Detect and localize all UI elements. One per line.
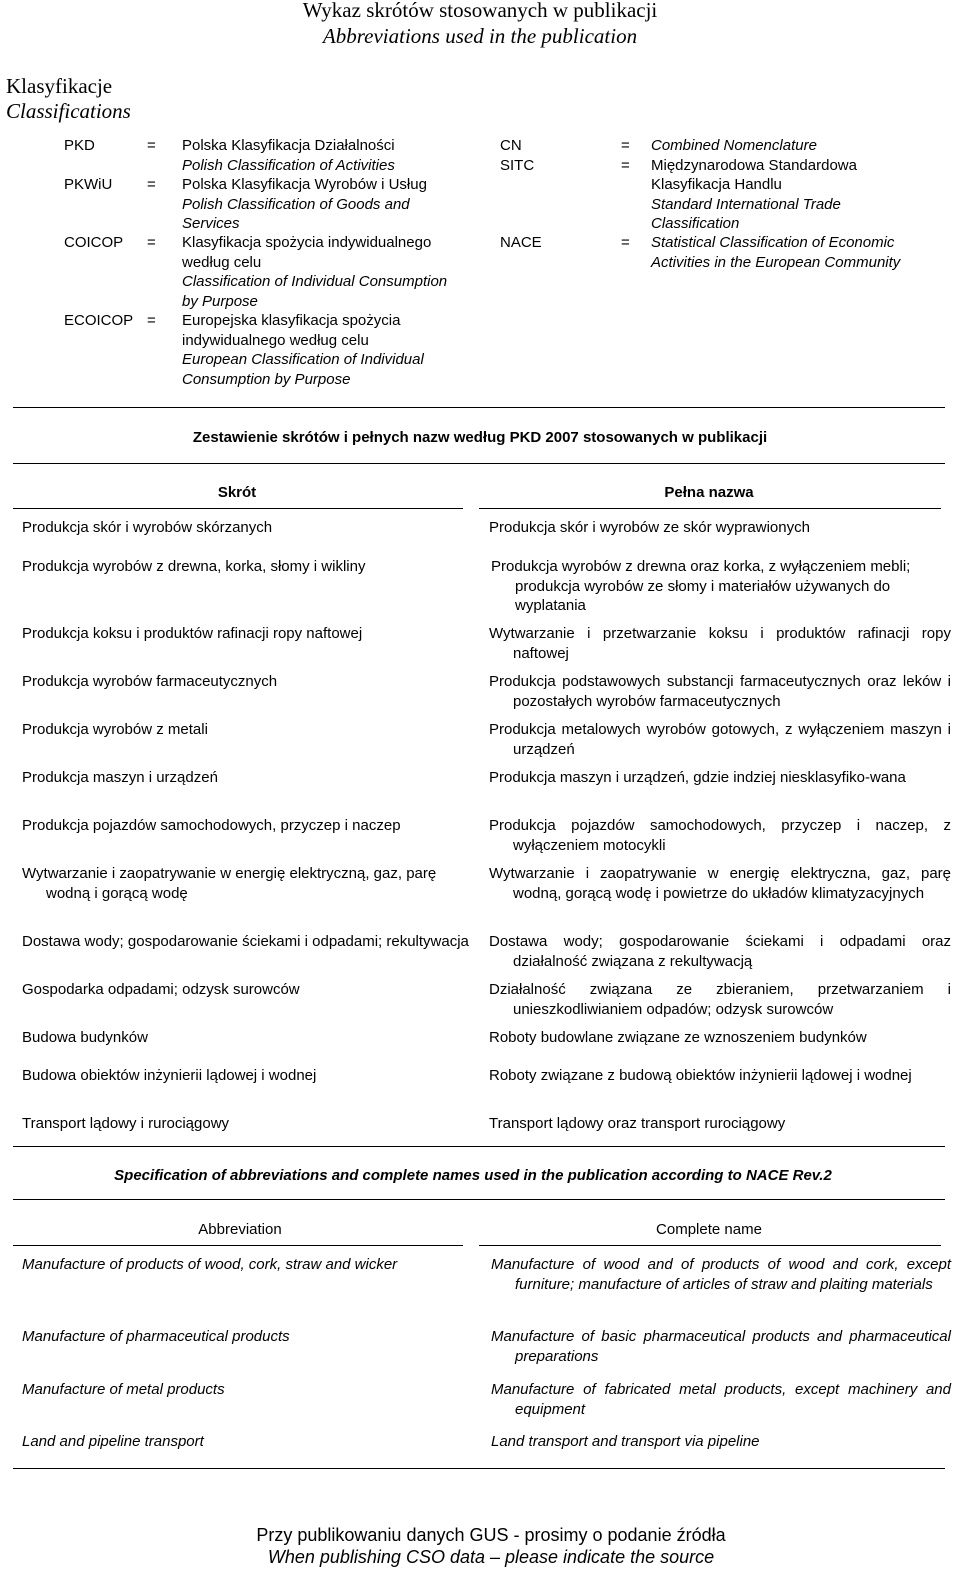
equals-sign: = [147,234,156,251]
ecoicop-name-pl: Europejska klasyfikacja spożycia [182,312,401,329]
nace-row-full: Manufacture of fabricated metal products, except machinery and equipment [491,1381,951,1418]
abbr-cn: CN [500,137,522,154]
pkd-row-full: Produkcja wyrobów z drewna oraz korka, z wyłączeniem mebli; produkcja wyrobów ze słomy i materiałów używanych do wyplatania [491,558,911,614]
abbr-pkwiu: PKWiU [64,176,113,193]
pkd-row-full: Wytwarzanie i przetwarzanie koksu i produktów rafinacji ropy naftowej [489,625,951,662]
pkd-row-full: Produkcja metalowych wyrobów gotowych, z wyłączeniem maszyn i urządzeń [489,721,951,758]
abbr-pkd: PKD [64,137,95,154]
pkd-row-full: Wytwarzanie i zaopatrywanie w energię elektryczna, gaz, parę wodną, gorącą wodę i powietrze do układów klimatyzacyjnych [489,865,951,902]
pkd-row-short: Budowa budynków [22,1029,148,1046]
nace-row-short: Manufacture of metal products [22,1381,225,1398]
nace-row-full: Manufacture of basic pharmaceutical products and pharmaceutical preparations [491,1328,951,1365]
pkd-row-short: Produkcja maszyn i urządzeń [22,769,218,786]
classifications-heading: Klasyfikacje [6,74,113,98]
nace-name-en-cont: Activities in the European Community [651,253,901,271]
pkd-row-short: Produkcja pojazdów samochodowych, przyczep i naczep [22,817,401,834]
divider [13,1146,945,1147]
pkd-row-full: Dostawa wody; gospodarowanie ściekami i odpadami oraz działalność związana z rekultywacją [489,933,951,970]
pkd-row-short: Produkcja wyrobów z drewna, korka, słomy i wikliny [22,558,366,575]
cn-name-en: Combined Nomenclature [651,137,817,154]
pkd-row-short: Wytwarzanie i zaopatrywanie w energię elektryczną, gaz, parę wodną i gorącą wodę [22,865,437,902]
divider [13,1199,945,1200]
classifications-heading-en: Classifications [6,99,131,123]
pkwiu-name-pl: Polska Klasyfikacja Wyrobów i Usług [182,176,427,193]
sitc-name-en-cont: Classification [651,215,740,232]
pkd-row-full: Roboty związane z budową obiektów inżynierii lądowej i wodnej [489,1067,912,1084]
pkwiu-name-en-cont: Services [182,215,240,232]
abbr-sitc: SITC [500,156,535,174]
pkd-row-short: Produkcja koksu i produktów rafinacji ropy naftowej [22,625,363,642]
pkd-table-title: Zestawienie skrótów i pełnych nazw według PKD 2007 stosowanych w publikacji [192,429,768,446]
abbr-ecoicop: ECOICOP [64,312,134,329]
abbr-nace: NACE [500,234,542,251]
equals-sign: = [147,176,156,193]
divider [13,508,463,509]
sitc-name-en: Standard International Trade [651,195,841,213]
ecoicop-name-pl-cont: indywidualnego według celu [182,331,369,349]
pkd-row-full: Produkcja skór i wyrobów ze skór wyprawionych [489,519,810,536]
divider [13,407,945,408]
pkd-row-short: Produkcja wyrobów z metali [22,721,208,738]
equals-sign: = [147,137,156,154]
equals-sign: = [621,137,630,154]
pkd-name-en: Polish Classification of Activities [182,156,395,174]
page-subtitle: Abbreviations used in the publication [322,24,638,48]
nace-row-short: Land and pipeline transport [22,1433,204,1450]
divider [479,508,941,509]
pkd-col-short-header: Skrót [217,484,257,501]
nace-row-short: Manufacture of pharmaceutical products [22,1328,290,1345]
divider [13,1468,945,1469]
pkd-row-short: Produkcja skór i wyrobów skórzanych [22,519,273,536]
pkd-row-full: Transport lądowy oraz transport rurociągowy [489,1115,786,1132]
footer-note-en: When publishing CSO data – please indicate the source [267,1547,715,1567]
divider [13,1245,463,1246]
coicop-name-en: Classification of Individual Consumption [182,273,448,290]
nace-col-short-header: Abbreviation [198,1221,282,1238]
nace-table-title: Specification of abbreviations and complete names used in the publication according to NACE Rev.2 [114,1167,832,1184]
pkd-row-full: Działalność związana ze zbieraniem, przetwarzaniem i unieszkodliwianiem odpadów; odzysk surowców [489,981,951,1018]
ecoicop-name-en-cont: Consumption by Purpose [182,370,351,388]
pkd-row-full: Produkcja maszyn i urządzeń, gdzie indziej niesklasyfiko-wana [489,769,906,786]
coicop-name-pl-cont: według celu [182,253,262,271]
pkd-row-short: Dostawa wody; gospodarowanie ściekami i odpadami; rekultywacja [22,933,469,950]
ecoicop-name-en: European Classification of Individual [182,351,424,368]
equals-sign: = [621,234,630,251]
equals-sign: = [621,156,630,174]
pkd-row-full: Produkcja pojazdów samochodowych, przyczep i naczep, z wyłączeniem motocykli [489,817,951,854]
pkd-row-short: Budowa obiektów inżynierii lądowej i wodnej [22,1067,317,1084]
nace-row-full: Land transport and transport via pipeline [491,1433,760,1450]
sitc-name-pl: Międzynarodowa Standardowa [651,156,857,174]
pkd-row-full: Produkcja podstawowych substancji farmaceutycznych oraz leków i pozostałych wyrobów farmaceutycznych [489,673,951,710]
sitc-name-pl-cont: Klasyfikacja Handlu [651,176,782,193]
pkd-row-full: Roboty budowlane związane ze wznoszeniem budynków [489,1029,867,1046]
pkd-row-short: Gospodarka odpadami; odzysk surowców [22,981,300,998]
abbr-coicop: COICOP [64,234,124,251]
pkd-row-short: Produkcja wyrobów farmaceutycznych [22,673,278,690]
pkwiu-name-en: Polish Classification of Goods and [182,195,410,213]
divider [479,1245,941,1246]
pkd-name-pl: Polska Klasyfikacja Działalności [182,137,395,154]
coicop-name-en-cont: by Purpose [182,292,258,310]
pkd-col-full-header: Pełna nazwa [664,484,754,501]
nace-name-en: Statistical Classification of Economic [651,234,895,251]
nace-col-full-header: Complete name [656,1221,762,1238]
coicop-name-pl: Klasyfikacja spożycia indywidualnego [182,234,432,251]
nace-row-full: Manufacture of wood and of products of wood and cork, except furniture; manufacture of articles of straw and plaiting materials [491,1256,951,1293]
equals-sign: = [147,312,156,329]
divider [13,463,945,464]
footer-note: Przy publikowaniu danych GUS - prosimy o podanie źródła [256,1525,726,1545]
nace-row-short: Manufacture of products of wood, cork, straw and wicker [22,1256,398,1273]
page-title: Wykaz skrótów stosowanych w publikacji [302,0,658,22]
pkd-row-short: Transport lądowy i rurociągowy [22,1115,230,1132]
